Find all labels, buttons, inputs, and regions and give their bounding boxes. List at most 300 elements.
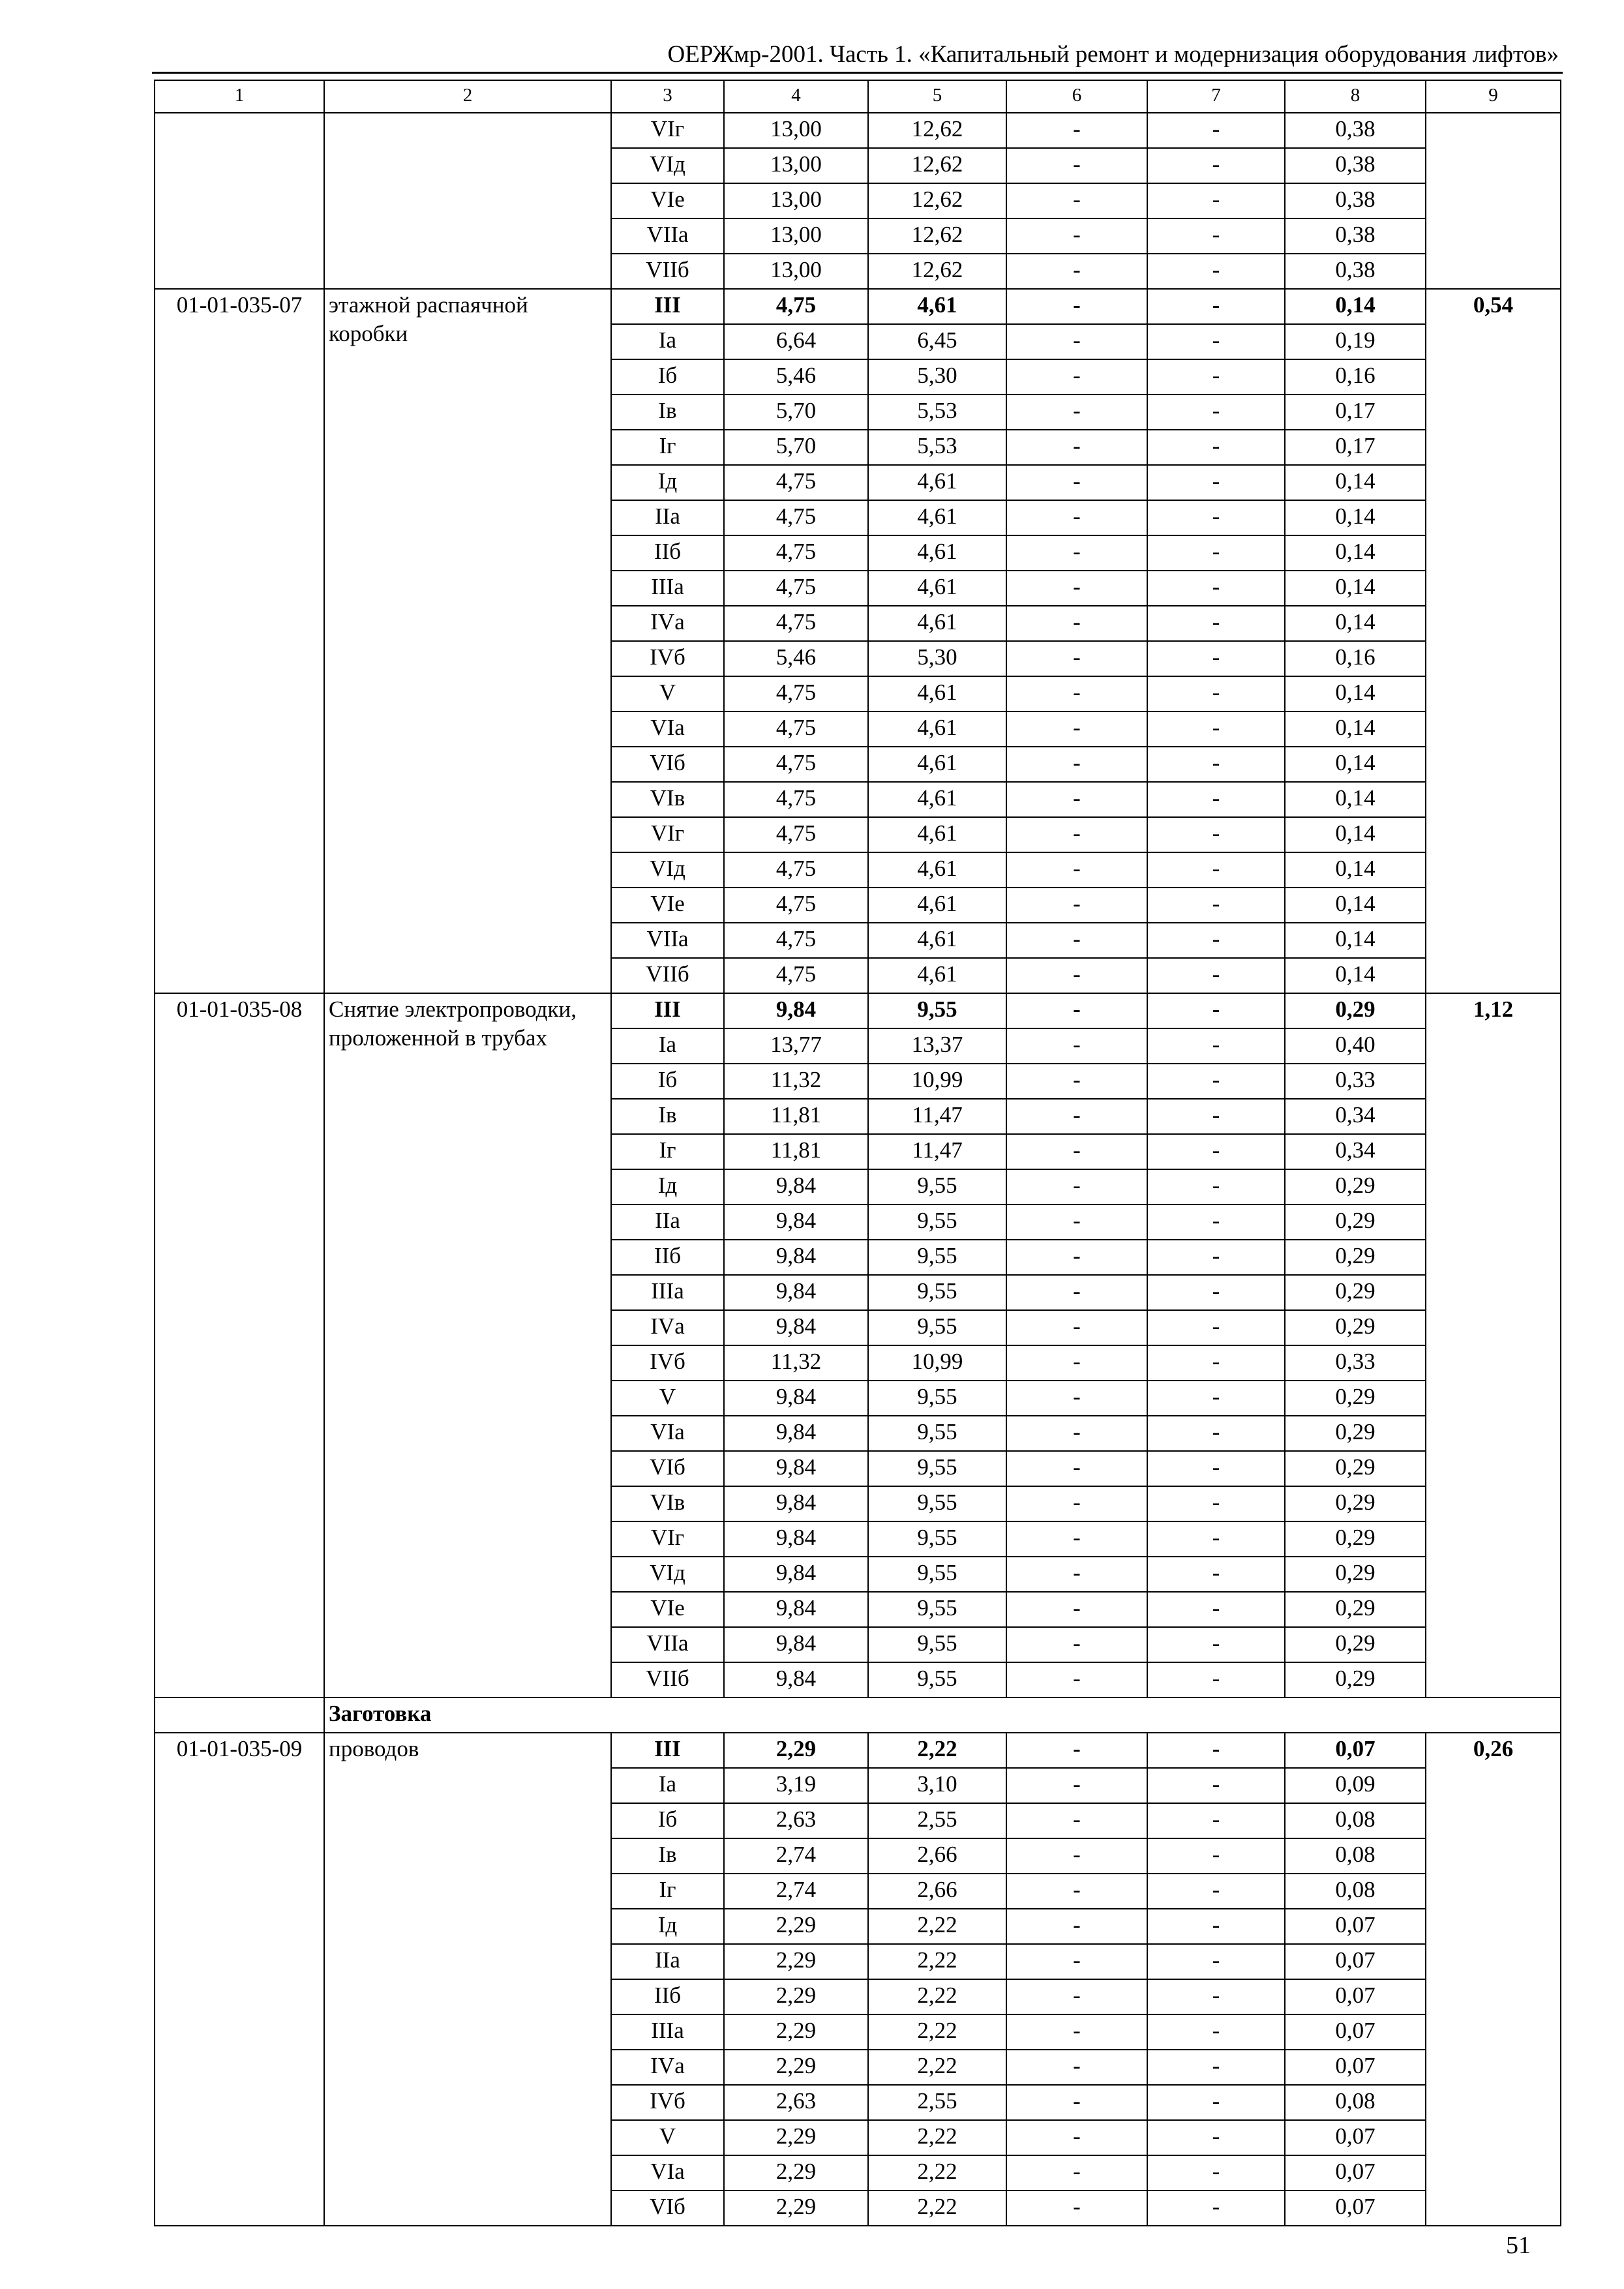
total-cost: 9,84 [724,1557,868,1592]
region-index: Iд [611,1909,724,1944]
wages: 4,61 [868,711,1006,747]
driver-wages: - [1147,1345,1285,1381]
total-cost: 4,75 [724,923,868,958]
materials-cost: 0,14 [1285,782,1426,817]
wages: 9,55 [868,1592,1006,1627]
total-cost: 4,75 [724,782,868,817]
region-index: IIа [611,1204,724,1240]
table-row [155,993,1561,1028]
driver-wages: - [1147,1416,1285,1451]
materials-cost: 0,08 [1285,1803,1426,1838]
materials-cost: 0,29 [1285,1416,1426,1451]
total-cost: 9,84 [724,1486,868,1521]
wages: 12,62 [868,254,1006,289]
machine-cost: - [1006,606,1147,641]
materials-cost: 0,29 [1285,1662,1426,1698]
wages: 4,61 [868,817,1006,852]
total-cost: 2,74 [724,1838,868,1874]
wages: 5,30 [868,359,1006,395]
table-row [155,289,1561,324]
running-header: ОЕРЖмр-2001. Часть 1. «Капитальный ремонт и модернизация оборудования лифтов» [667,41,1559,68]
total-cost: 2,29 [724,2050,868,2085]
driver-wages: - [1147,1310,1285,1345]
region-index: VIа [611,1416,724,1451]
machine-cost: - [1006,711,1147,747]
machine-cost: - [1006,535,1147,571]
total-cost: 4,75 [724,606,868,641]
total-cost: 9,84 [724,1381,868,1416]
region-index: VIа [611,711,724,747]
norms-table [154,80,1561,2226]
wages: 4,61 [868,465,1006,500]
driver-wages: - [1147,1557,1285,1592]
norm-code [155,113,324,289]
page-number: 51 [1506,2232,1531,2259]
wages: 4,61 [868,676,1006,711]
wages: 5,53 [868,430,1006,465]
machine-cost: - [1006,641,1147,676]
wages: 2,66 [868,1838,1006,1874]
total-cost: 13,00 [724,183,868,218]
total-cost: 13,77 [724,1028,868,1064]
region-index: IIа [611,1944,724,1979]
materials-cost: 0,14 [1285,888,1426,923]
region-index: Iг [611,1874,724,1909]
region-index: Iа [611,1028,724,1064]
materials-cost: 0,14 [1285,535,1426,571]
machine-cost: - [1006,1028,1147,1064]
region-index: VIIа [611,1627,724,1662]
table-body [155,80,1561,2226]
machine-cost: - [1006,1381,1147,1416]
materials-cost: 0,07 [1285,2191,1426,2226]
total-cost: 2,29 [724,1979,868,2014]
total-cost: 9,84 [724,1169,868,1204]
wages: 2,55 [868,1803,1006,1838]
wages: 4,61 [868,958,1006,993]
wages: 2,22 [868,1944,1006,1979]
total-cost: 4,75 [724,500,868,535]
wages: 9,55 [868,1627,1006,1662]
column-number-row [155,80,1561,113]
column-number: 3 [611,80,724,113]
region-index: Iд [611,465,724,500]
column-number: 5 [868,80,1006,113]
column-number: 8 [1285,80,1426,113]
region-index: VIIа [611,923,724,958]
driver-wages: - [1147,465,1285,500]
region-index: IVб [611,641,724,676]
materials-cost: 0,34 [1285,1099,1426,1134]
machine-cost: - [1006,747,1147,782]
region-index: VIе [611,183,724,218]
wages: 4,61 [868,747,1006,782]
wages: 2,22 [868,1979,1006,2014]
materials-cost: 0,07 [1285,1944,1426,1979]
materials-cost: 0,34 [1285,1134,1426,1169]
region-index: VIа [611,2155,724,2191]
region-index: IVб [611,1345,724,1381]
section-row [155,1698,1561,1733]
wages: 9,55 [868,1557,1006,1592]
column-number: 9 [1426,80,1561,113]
materials-cost: 0,29 [1285,1240,1426,1275]
total-cost: 9,84 [724,1204,868,1240]
wages: 12,62 [868,218,1006,254]
machine-cost: - [1006,183,1147,218]
wages: 9,55 [868,1169,1006,1204]
driver-wages: - [1147,1028,1285,1064]
driver-wages: - [1147,1909,1285,1944]
materials-cost: 0,38 [1285,113,1426,148]
total-cost: 2,29 [724,1733,868,1768]
wages: 2,22 [868,2120,1006,2155]
driver-wages: - [1147,1134,1285,1169]
wages: 4,61 [868,535,1006,571]
materials-cost: 0,17 [1285,395,1426,430]
materials-cost: 0,29 [1285,1204,1426,1240]
driver-wages: - [1147,1451,1285,1486]
wages: 9,55 [868,1521,1006,1557]
region-index: VIIб [611,254,724,289]
driver-wages: - [1147,289,1285,324]
total-cost: 5,46 [724,359,868,395]
table-row [155,113,1561,148]
driver-wages: - [1147,747,1285,782]
column-number: 4 [724,80,868,113]
total-cost: 2,29 [724,1909,868,1944]
total-cost: 4,75 [724,852,868,888]
wages: 2,22 [868,2014,1006,2050]
machine-cost: - [1006,1838,1147,1874]
region-index: Iв [611,395,724,430]
wages: 11,47 [868,1099,1006,1134]
machine-cost: - [1006,148,1147,183]
total-cost: 9,84 [724,1275,868,1310]
wages: 2,55 [868,2085,1006,2120]
materials-cost: 0,14 [1285,571,1426,606]
driver-wages: - [1147,1099,1285,1134]
wages: 9,55 [868,1662,1006,1698]
wages: 9,55 [868,1204,1006,1240]
region-index: VIд [611,148,724,183]
wages: 2,22 [868,2155,1006,2191]
materials-cost: 0,08 [1285,1874,1426,1909]
materials-cost: 0,29 [1285,1310,1426,1345]
wages: 12,62 [868,113,1006,148]
region-index: Iа [611,324,724,359]
wages: 11,47 [868,1134,1006,1169]
driver-wages: - [1147,1169,1285,1204]
driver-wages: - [1147,2085,1285,2120]
driver-wages: - [1147,113,1285,148]
driver-wages: - [1147,2191,1285,2226]
materials-cost: 0,14 [1285,958,1426,993]
machine-cost: - [1006,218,1147,254]
wages: 9,55 [868,1381,1006,1416]
machine-cost: - [1006,1169,1147,1204]
total-cost: 9,84 [724,1416,868,1451]
region-index: IIб [611,1240,724,1275]
region-index: Iб [611,359,724,395]
norm-total: 1,12 [1426,993,1561,1698]
machine-cost: - [1006,1345,1147,1381]
total-cost: 5,70 [724,430,868,465]
wages: 4,61 [868,852,1006,888]
norm-name: проводов [324,1733,611,2226]
wages: 3,10 [868,1768,1006,1803]
machine-cost: - [1006,1768,1147,1803]
column-number: 7 [1147,80,1285,113]
driver-wages: - [1147,1838,1285,1874]
materials-cost: 0,07 [1285,1909,1426,1944]
table-row [155,1733,1561,1768]
driver-wages: - [1147,430,1285,465]
machine-cost: - [1006,1662,1147,1698]
driver-wages: - [1147,1521,1285,1557]
driver-wages: - [1147,1381,1285,1416]
driver-wages: - [1147,535,1285,571]
machine-cost: - [1006,1099,1147,1134]
wages: 5,30 [868,641,1006,676]
wages: 4,61 [868,606,1006,641]
wages: 2,22 [868,2191,1006,2226]
materials-cost: 0,16 [1285,359,1426,395]
total-cost: 6,64 [724,324,868,359]
machine-cost: - [1006,1416,1147,1451]
driver-wages: - [1147,782,1285,817]
driver-wages: - [1147,218,1285,254]
driver-wages: - [1147,923,1285,958]
total-cost: 9,84 [724,1662,868,1698]
driver-wages: - [1147,183,1285,218]
driver-wages: - [1147,993,1285,1028]
materials-cost: 0,29 [1285,1592,1426,1627]
total-cost: 4,75 [724,888,868,923]
driver-wages: - [1147,2120,1285,2155]
region-index: Iг [611,1134,724,1169]
region-index: V [611,2120,724,2155]
total-cost: 11,32 [724,1345,868,1381]
total-cost: 9,84 [724,1521,868,1557]
total-cost: 4,75 [724,676,868,711]
column-number: 1 [155,80,324,113]
materials-cost: 0,14 [1285,606,1426,641]
machine-cost: - [1006,1451,1147,1486]
wages: 2,22 [868,1909,1006,1944]
materials-cost: 0,40 [1285,1028,1426,1064]
machine-cost: - [1006,254,1147,289]
region-index: VIIа [611,218,724,254]
machine-cost: - [1006,1240,1147,1275]
region-index: VIг [611,113,724,148]
machine-cost: - [1006,1310,1147,1345]
total-cost: 9,84 [724,1627,868,1662]
driver-wages: - [1147,1275,1285,1310]
region-index: VIг [611,817,724,852]
machine-cost: - [1006,1627,1147,1662]
total-cost: 13,00 [724,254,868,289]
norm-total: 0,26 [1426,1733,1561,2226]
driver-wages: - [1147,2014,1285,2050]
total-cost: 13,00 [724,113,868,148]
region-index: IIIа [611,2014,724,2050]
region-index: VIIб [611,958,724,993]
wages: 10,99 [868,1064,1006,1099]
total-cost: 13,00 [724,148,868,183]
materials-cost: 0,33 [1285,1064,1426,1099]
materials-cost: 0,38 [1285,183,1426,218]
machine-cost: - [1006,395,1147,430]
materials-cost: 0,07 [1285,2120,1426,2155]
total-cost: 2,29 [724,2191,868,2226]
section-spacer [155,1698,324,1733]
wages: 4,61 [868,289,1006,324]
region-index: VIв [611,782,724,817]
machine-cost: - [1006,993,1147,1028]
machine-cost: - [1006,289,1147,324]
materials-cost: 0,16 [1285,641,1426,676]
machine-cost: - [1006,888,1147,923]
materials-cost: 0,07 [1285,2014,1426,2050]
machine-cost: - [1006,817,1147,852]
wages: 9,55 [868,1240,1006,1275]
total-cost: 11,81 [724,1099,868,1134]
region-index: Iг [611,430,724,465]
region-index: IIб [611,535,724,571]
region-index: VIг [611,1521,724,1557]
driver-wages: - [1147,1733,1285,1768]
machine-cost: - [1006,430,1147,465]
wages: 5,53 [868,395,1006,430]
machine-cost: - [1006,1204,1147,1240]
total-cost: 4,75 [724,747,868,782]
machine-cost: - [1006,324,1147,359]
total-cost: 2,29 [724,2120,868,2155]
wages: 9,55 [868,1310,1006,1345]
region-index: IIIа [611,1275,724,1310]
region-index: III [611,289,724,324]
machine-cost: - [1006,2155,1147,2191]
total-cost: 5,46 [724,641,868,676]
materials-cost: 0,38 [1285,218,1426,254]
total-cost: 9,84 [724,1451,868,1486]
materials-cost: 0,14 [1285,747,1426,782]
wages: 2,22 [868,1733,1006,1768]
materials-cost: 0,29 [1285,1557,1426,1592]
materials-cost: 0,08 [1285,1838,1426,1874]
machine-cost: - [1006,2120,1147,2155]
norm-name: Снятие электропроводки, проложенной в трубах [324,993,611,1698]
materials-cost: 0,08 [1285,2085,1426,2120]
driver-wages: - [1147,888,1285,923]
machine-cost: - [1006,1733,1147,1768]
machine-cost: - [1006,2014,1147,2050]
materials-cost: 0,07 [1285,1733,1426,1768]
region-index: IVа [611,2050,724,2085]
total-cost: 2,29 [724,1944,868,1979]
driver-wages: - [1147,676,1285,711]
materials-cost: 0,14 [1285,923,1426,958]
materials-cost: 0,38 [1285,254,1426,289]
driver-wages: - [1147,1204,1285,1240]
norm-total [1426,113,1561,289]
machine-cost: - [1006,1592,1147,1627]
machine-cost: - [1006,2191,1147,2226]
norm-code: 01-01-035-08 [155,993,324,1698]
wages: 4,61 [868,888,1006,923]
driver-wages: - [1147,1979,1285,2014]
machine-cost: - [1006,113,1147,148]
driver-wages: - [1147,2050,1285,2085]
machine-cost: - [1006,1064,1147,1099]
region-index: VIд [611,1557,724,1592]
total-cost: 11,32 [724,1064,868,1099]
machine-cost: - [1006,782,1147,817]
materials-cost: 0,14 [1285,852,1426,888]
wages: 4,61 [868,782,1006,817]
region-index: VIб [611,747,724,782]
materials-cost: 0,14 [1285,817,1426,852]
total-cost: 4,75 [724,465,868,500]
materials-cost: 0,07 [1285,2155,1426,2191]
driver-wages: - [1147,958,1285,993]
region-index: Iв [611,1099,724,1134]
machine-cost: - [1006,676,1147,711]
materials-cost: 0,29 [1285,1381,1426,1416]
norm-code: 01-01-035-09 [155,1733,324,2226]
materials-cost: 0,29 [1285,1275,1426,1310]
materials-cost: 0,33 [1285,1345,1426,1381]
machine-cost: - [1006,1275,1147,1310]
total-cost: 4,75 [724,535,868,571]
norm-total: 0,54 [1426,289,1561,993]
driver-wages: - [1147,148,1285,183]
total-cost: 9,84 [724,1240,868,1275]
region-index: IVа [611,606,724,641]
materials-cost: 0,29 [1285,1521,1426,1557]
region-index: IVб [611,2085,724,2120]
total-cost: 9,84 [724,1592,868,1627]
total-cost: 2,74 [724,1874,868,1909]
machine-cost: - [1006,1944,1147,1979]
total-cost: 2,63 [724,2085,868,2120]
section-title: Заготовка [324,1698,1561,1733]
wages: 2,22 [868,2050,1006,2085]
region-index: VIб [611,1451,724,1486]
driver-wages: - [1147,1486,1285,1521]
driver-wages: - [1147,571,1285,606]
wages: 4,61 [868,500,1006,535]
total-cost: 4,75 [724,711,868,747]
machine-cost: - [1006,958,1147,993]
region-index: IIIа [611,571,724,606]
total-cost: 13,00 [724,218,868,254]
region-index: IVа [611,1310,724,1345]
wages: 6,45 [868,324,1006,359]
driver-wages: - [1147,359,1285,395]
materials-cost: 0,29 [1285,993,1426,1028]
materials-cost: 0,29 [1285,1169,1426,1204]
region-index: VIе [611,888,724,923]
wages: 2,66 [868,1874,1006,1909]
materials-cost: 0,29 [1285,1451,1426,1486]
total-cost: 3,19 [724,1768,868,1803]
machine-cost: - [1006,1874,1147,1909]
column-number: 6 [1006,80,1147,113]
total-cost: 4,75 [724,958,868,993]
region-index: III [611,1733,724,1768]
